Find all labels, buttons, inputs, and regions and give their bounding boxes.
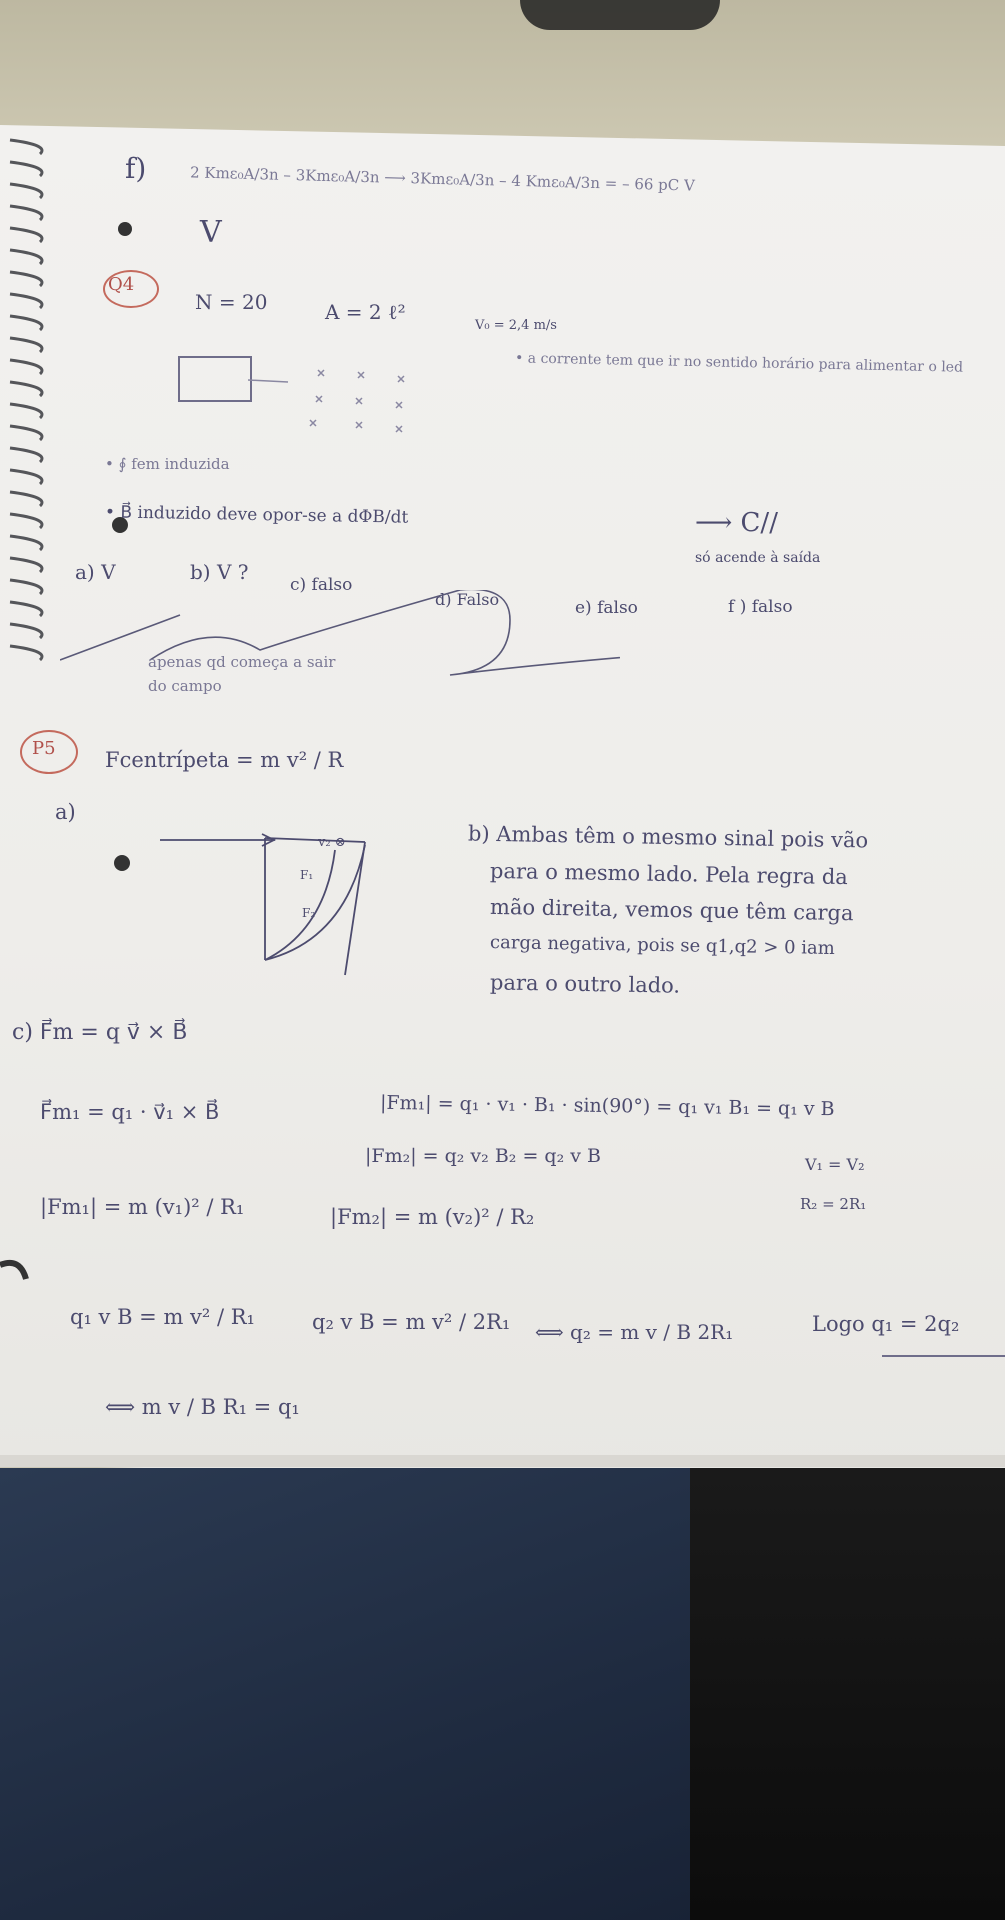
diagram-f1: F₁ [300, 868, 314, 882]
object-shadow [520, 0, 720, 30]
page-edge [0, 1455, 1005, 1467]
fm2-centripetal: |Fm₂| = m (v₂)² / R₂ [330, 1205, 535, 1229]
q4-n: N = 20 [195, 290, 268, 314]
deflection-diagram [150, 820, 390, 980]
part-c: c) F⃗m = q v⃗ × B⃗ [12, 1020, 188, 1045]
spiral-binding [0, 130, 60, 690]
q4-label: Q4 [108, 274, 135, 295]
v-check: V [200, 215, 222, 250]
answer-a: a) V [75, 560, 116, 584]
f-label: f) [125, 152, 147, 185]
q4-v: V₀ = 2,4 m/s [475, 318, 557, 333]
bullet-2: • B⃗ induzido deve opor-se a dΦB/dt [104, 502, 409, 528]
answer-b: b) V ? [190, 560, 249, 584]
answer-e: e) falso [575, 598, 638, 618]
q4-a: A = 2 ℓ² [325, 300, 406, 324]
scribble-note: apenas qd começa a sair do campo [148, 653, 336, 695]
fm2-abs: |Fm₂| = q₂ v₂ B₂ = q₂ v B [365, 1145, 601, 1167]
fm1-centripetal: |Fm₁| = m (v₁)² / R₁ [40, 1195, 245, 1219]
coil-square [178, 356, 252, 402]
diagram-v2: v₂ ⊗ [318, 835, 346, 850]
q2-result: ⟺ q₂ = m v / B 2R₁ [535, 1320, 734, 1344]
f-line: 2 Kmε₀A/3n – 3Kmε₀A/3n ⟶ 3Kmε₀A/3n – 4 Kmε₀A/3n = – 66 pC V [189, 163, 696, 195]
fcentripeta: Fcentrípeta = m v² / R [105, 748, 344, 772]
diagram-f2: F₂ [302, 906, 316, 920]
conclusion-underline [882, 1355, 1005, 1357]
answer-f: f ) falso [728, 597, 793, 617]
arrow-result: ⟶ C// [695, 508, 778, 538]
part-b-line1: b) Ambas têm o mesmo sinal pois vão [467, 821, 869, 853]
q1-equation: q₁ v B = m v² / R₁ [70, 1305, 255, 1329]
bullet-1: • ∮ fem induzida [105, 455, 230, 473]
jeans-fabric [0, 1468, 730, 1920]
dark-background [690, 1468, 1005, 1920]
fm1: F⃗m₁ = q₁ · v⃗₁ × B⃗ [40, 1100, 220, 1124]
answer-c: c) falso [290, 575, 353, 595]
part-b-line3: mão direita, vemos que têm carga [489, 894, 854, 926]
q1-result: ⟺ m v / B R₁ = q₁ [105, 1395, 300, 1419]
answer-d: d) Falso [435, 590, 500, 609]
q4-note: • a corrente tem que ir no sentido horário para alimentar o led [514, 350, 964, 376]
field-crosses [248, 360, 418, 440]
only-exit: só acende à saída [695, 550, 821, 566]
q2-equation: q₂ v B = m v² / 2R₁ [312, 1310, 511, 1334]
part-a: a) [55, 800, 76, 824]
part-b-line5: para o outro lado. [489, 970, 681, 998]
left-hole [0, 1255, 30, 1295]
v-eq: V₁ = V₂ [805, 1155, 865, 1174]
part-b-line2: para o mesmo lado. Pela regra da [489, 858, 848, 890]
r-eq: R₂ = 2R₁ [800, 1195, 867, 1213]
fm1-abs: |Fm₁| = q₁ · v₁ · B₁ · sin(90°) = q₁ v₁ B₁ = q₁ v B [379, 1091, 835, 1121]
conclusion: Logo q₁ = 2q₂ [812, 1312, 960, 1336]
p5-label: P5 [32, 738, 56, 759]
part-b-line4: carga negativa, pois se q1,q2 > 0 iam [489, 931, 836, 960]
